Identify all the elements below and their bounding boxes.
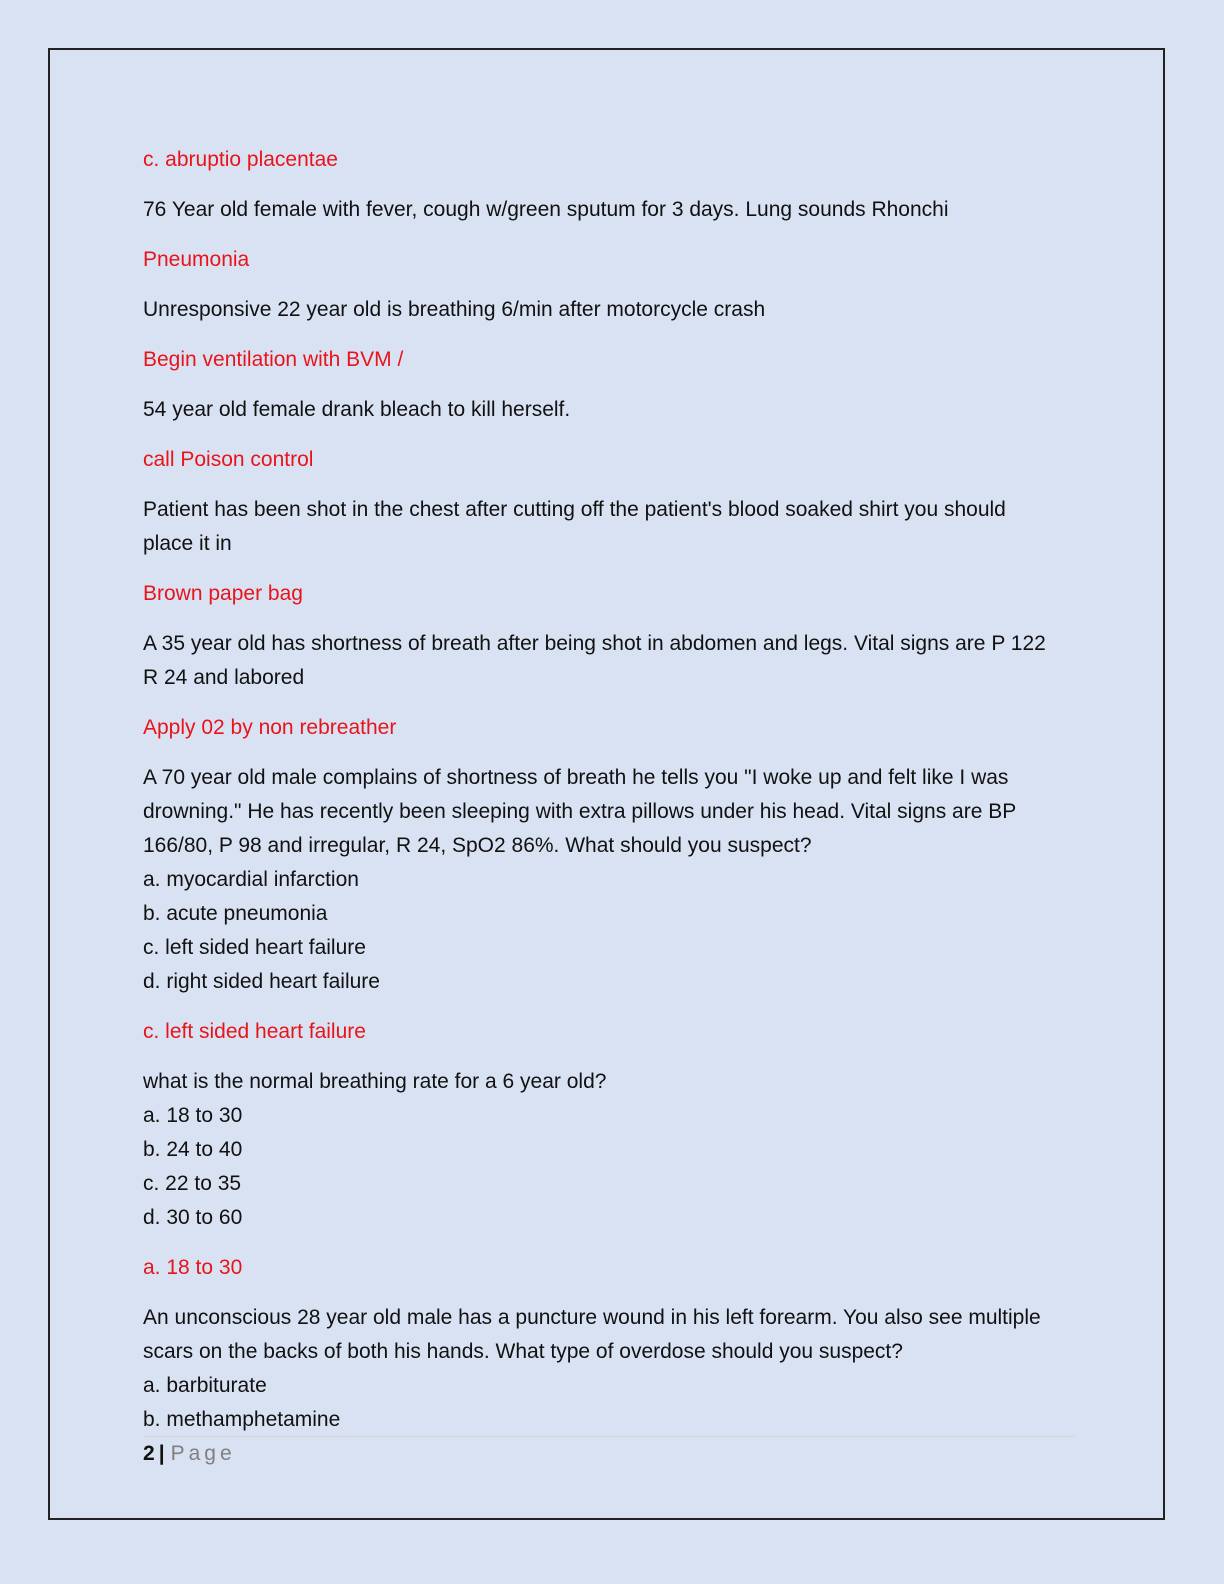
question-line: b. acute pneumonia (143, 902, 328, 925)
question-line: scars on the backs of both his hands. What type of overdose should you suspect? (143, 1340, 903, 1363)
question-line: what is the normal breathing rate for a 6 year old? (143, 1070, 607, 1093)
question-line: c. left sided heart failure (143, 936, 366, 959)
question-line: drowning." He has recently been sleeping with extra pillows under his head. Vital signs are BP (143, 800, 1017, 823)
question-line: 76 Year old female with fever, cough w/green sputum for 3 days. Lung sounds Rhonchi (143, 198, 949, 221)
question-line: 54 year old female drank bleach to kill herself. (143, 398, 571, 421)
answer-line: c. abruptio placentae (143, 148, 338, 171)
answer-paragraph (143, 1015, 1078, 1049)
question-line: d. right sided heart failure (143, 970, 380, 993)
question-line: d. 30 to 60 (143, 1206, 243, 1229)
document-body (143, 143, 1078, 1453)
question-line: c. 22 to 35 (143, 1172, 242, 1195)
question-line: Unresponsive 22 year old is breathing 6/min after motorcycle crash (143, 298, 766, 321)
question-line: A 70 year old male complains of shortness of breath he tells you "I woke up and felt like I was (143, 766, 1009, 789)
answer-line: call Poison control (143, 448, 314, 471)
question-line: R 24 and labored (143, 666, 305, 689)
page-separator: | (158, 1442, 165, 1465)
question-paragraph (143, 293, 1078, 327)
question-line: place it in (143, 532, 232, 555)
answer-line: Begin ventilation with BVM / (143, 348, 404, 371)
answer-paragraph (143, 577, 1078, 611)
question-line: a. 18 to 30 (143, 1104, 243, 1127)
question-paragraph (143, 761, 1078, 999)
question-paragraph (143, 393, 1078, 427)
answer-paragraph (143, 443, 1078, 477)
answer-paragraph (143, 143, 1078, 177)
question-paragraph (143, 627, 1078, 695)
answer-paragraph (143, 711, 1078, 745)
question-paragraph (143, 193, 1078, 227)
question-line: a. myocardial infarction (143, 868, 359, 891)
page-label: Page (170, 1442, 236, 1465)
page-footer (143, 1436, 1075, 1467)
question-line: a. barbiturate (143, 1374, 267, 1397)
question-line: Patient has been shot in the chest after cutting off the patient's blood soaked shirt you should (143, 498, 1006, 521)
question-line: b. 24 to 40 (143, 1138, 243, 1161)
answer-line: Pneumonia (143, 248, 250, 271)
question-line: 166/80, P 98 and irregular, R 24, SpO2 86%. What should you suspect? (143, 834, 812, 857)
page-number: 2 (143, 1442, 155, 1465)
answer-line: Apply 02 by non rebreather (143, 716, 397, 739)
answer-line: a. 18 to 30 (143, 1256, 243, 1279)
answer-line: Brown paper bag (143, 582, 303, 605)
answer-paragraph (143, 243, 1078, 277)
question-line: b. methamphetamine (143, 1408, 341, 1431)
answer-line: c. left sided heart failure (143, 1020, 366, 1043)
question-paragraph (143, 493, 1078, 561)
question-paragraph (143, 1301, 1078, 1437)
question-paragraph (143, 1065, 1078, 1235)
answer-paragraph (143, 1251, 1078, 1285)
answer-paragraph (143, 343, 1078, 377)
question-line: A 35 year old has shortness of breath after being shot in abdomen and legs. Vital signs are P 122 (143, 632, 1046, 655)
question-line: An unconscious 28 year old male has a puncture wound in his left forearm. You also see multiple (143, 1306, 1041, 1329)
